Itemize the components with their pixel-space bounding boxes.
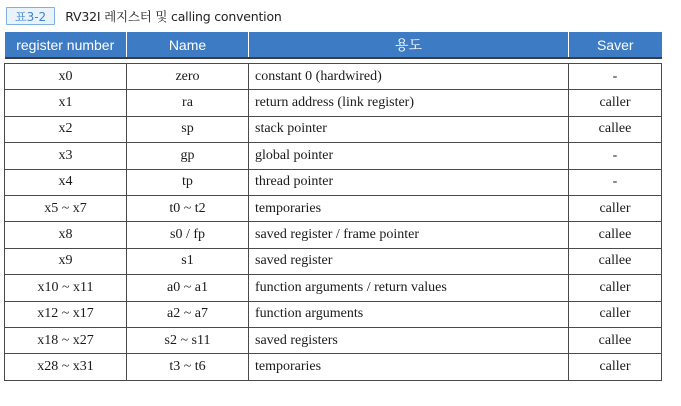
cell-saver: caller: [569, 275, 662, 301]
cell-usage: temporaries: [249, 354, 569, 380]
cell-saver: -: [569, 169, 662, 195]
cell-usage: constant 0 (hardwired): [249, 64, 569, 90]
cell-register: x8: [5, 222, 127, 248]
cell-saver: caller: [569, 195, 662, 221]
table-row: [5, 116, 662, 142]
cell-register: x4: [5, 169, 127, 195]
table-row: [5, 354, 662, 380]
cell-saver: callee: [569, 248, 662, 274]
cell-usage: return address (link register): [249, 90, 569, 116]
cell-usage: temporaries: [249, 195, 569, 221]
cell-saver: callee: [569, 327, 662, 353]
cell-name: a2 ~ a7: [127, 301, 249, 327]
register-table-container: [4, 32, 661, 381]
cell-saver: callee: [569, 116, 662, 142]
cell-usage: thread pointer: [249, 169, 569, 195]
cell-name: s0 / fp: [127, 222, 249, 248]
cell-name: t0 ~ t2: [127, 195, 249, 221]
cell-name: s2 ~ s11: [127, 327, 249, 353]
table-body: [5, 58, 662, 380]
cell-usage: function arguments: [249, 301, 569, 327]
table-caption: [6, 6, 282, 26]
table-row: [5, 169, 662, 195]
header-row: [5, 32, 662, 58]
header-register-number: register number: [5, 32, 127, 58]
table-row: [5, 275, 662, 301]
table-header: [5, 32, 662, 58]
cell-register: x18 ~ x27: [5, 327, 127, 353]
register-table: [4, 32, 662, 381]
table-title: RV32I 레지스터 및 calling convention: [65, 9, 282, 24]
cell-register: x5 ~ x7: [5, 195, 127, 221]
table-row: [5, 222, 662, 248]
header-saver: Saver: [569, 32, 662, 58]
cell-usage: global pointer: [249, 143, 569, 169]
cell-usage: function arguments / return values: [249, 275, 569, 301]
cell-name: gp: [127, 143, 249, 169]
cell-name: sp: [127, 116, 249, 142]
table-number-badge: 표3-2: [6, 7, 55, 25]
cell-saver: caller: [569, 354, 662, 380]
cell-usage: saved register: [249, 248, 569, 274]
table-row: [5, 90, 662, 116]
header-usage: 용도: [249, 32, 569, 58]
cell-register: x2: [5, 116, 127, 142]
cell-name: s1: [127, 248, 249, 274]
cell-usage: saved registers: [249, 327, 569, 353]
cell-usage: stack pointer: [249, 116, 569, 142]
table-row: [5, 327, 662, 353]
cell-name: a0 ~ a1: [127, 275, 249, 301]
cell-name: tp: [127, 169, 249, 195]
cell-saver: caller: [569, 90, 662, 116]
cell-name: t3 ~ t6: [127, 354, 249, 380]
table-row: [5, 248, 662, 274]
cell-register: x9: [5, 248, 127, 274]
table-row: [5, 195, 662, 221]
cell-register: x28 ~ x31: [5, 354, 127, 380]
table-row: [5, 143, 662, 169]
cell-saver: -: [569, 143, 662, 169]
header-name: Name: [127, 32, 249, 58]
cell-name: zero: [127, 64, 249, 90]
table-row: [5, 64, 662, 90]
cell-saver: caller: [569, 301, 662, 327]
cell-usage: saved register / frame pointer: [249, 222, 569, 248]
cell-register: x3: [5, 143, 127, 169]
cell-register: x1: [5, 90, 127, 116]
cell-saver: -: [569, 64, 662, 90]
table-row: [5, 301, 662, 327]
cell-saver: callee: [569, 222, 662, 248]
cell-name: ra: [127, 90, 249, 116]
cell-register: x10 ~ x11: [5, 275, 127, 301]
cell-register: x0: [5, 64, 127, 90]
cell-register: x12 ~ x17: [5, 301, 127, 327]
